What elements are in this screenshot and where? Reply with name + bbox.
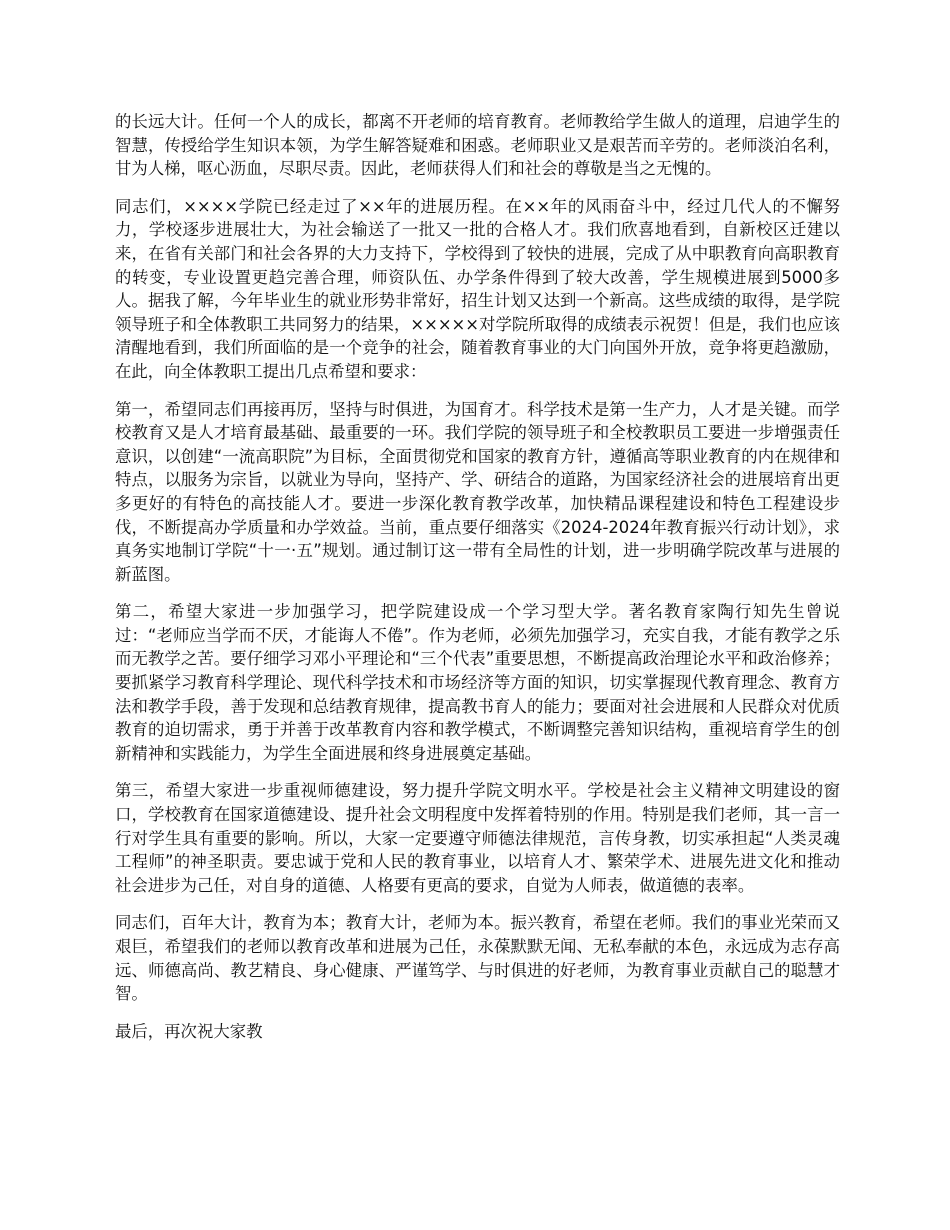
paragraph-conclusion: 同志们，百年大计，教育为本；教育大计，老师为本。振兴教育，希望在老师。我们的事业光荣而又艰巨，希望我们的老师以教育改革和进展为己任，永葆默默无闻、无私奉献的本色，永远成为志存高远、师德高尚、教艺精良、身心健康、严谨笃学、与时俱进的好老师，为教育事业贡献自己的聪慧才智。 xyxy=(115,913,840,1004)
document-page xyxy=(115,110,840,1057)
paragraph-first-hope: 第一，希望同志们再接再厉，坚持与时俱进，为国育才。科学技术是第一生产力，人才是关键。而学校教育又是人才培育最基础、最重要的一环。我们学院的领导班子和全校教职员工要进一步增强责任意识，以创建“一流高职院”为目标，全面贯彻党和国家的教育方针，遵循高等职业教育的内在规律和特点，以服务为宗旨，以就业为导向，坚持产、学、研结合的道路，为国家经济社会的进展培育出更多更好的有特色的高技能人才。要进一步深化教育教学改革，加快精品课程建设和特色工程建设步伐，不断提高办学质量和办学效益。当前，重点要仔细落实《2024-2024年教育振兴行动计划》，求真务实地制订学院“十一·五”规划。通过制订这一带有全局性的计划，进一步明确学院改革与进展的新蓝图。 xyxy=(115,399,840,584)
paragraph-history: 同志们，××××学院已经走过了××年的进展历程。在××年的风雨奋斗中，经过几代人的不懈努力，学校逐步进展壮大，为社会输送了一批又一批的合格人才。我们欣喜地看到，自新校区迁建以来，在省有关部门和社会各界的大力支持下，学校得到了较快的进展，完成了从中职教育向高职教育的转变，专业设置更趋完善合理，师资队伍、办学条件得到了较大改善，学生规模进展到5000多人。据我了解，今年毕业生的就业形势非常好，招生计划又达到一个新高。这些成绩的取得，是学院领导班子和全体教职工共同努力的结果，×××××对学院所取得的成绩表示祝贺！但是，我们也应该清醒地看到，我们所面临的是一个竞争的社会，随着教育事业的大门向国外开放，竞争将更趋激励，在此，向全体教职工提出几点希望和要求： xyxy=(115,196,840,381)
paragraph-second-hope: 第二，希望大家进一步加强学习，把学院建设成一个学习型大学。著名教育家陶行知先生曾说过：“老师应当学而不厌，才能诲人不倦”。作为老师，必须先加强学习，充实自我，才能有教学之乐而无教学之苦。要仔细学习邓小平理论和“三个代表”重要思想，不断提高政治理论水平和政治修养；要抓紧学习教育科学理论、现代科学技术和市场经济等方面的知识，切实掌握现代教育理念、教育方法和教学手段，善于发现和总结教育规律，提高教书育人的能力；要面对社会进展和人民群众对优质教育的迫切需求，勇于并善于改革教育内容和教学模式，不断调整完善知识结构，重视培育学生的创新精神和实践能力，为学生全面进展和终身进展奠定基础。 xyxy=(115,602,840,763)
paragraph-intro: 的长远大计。任何一个人的成长，都离不开老师的培育教育。老师教给学生做人的道理，启迪学生的智慧，传授给学生知识本领，为学生解答疑难和困惑。老师职业又是艰苦而辛劳的。老师淡泊名利，甘为人梯，呕心沥血，尽职尽责。因此，老师获得人们和社会的尊敬是当之无愧的。 xyxy=(115,112,840,179)
paragraph-closing: 最后，再次祝大家教 xyxy=(115,1021,263,1041)
paragraph-third-hope: 第三，希望大家进一步重视师德建设，努力提升学院文明水平。学校是社会主义精神文明建设的窗口，学校教育在国家道德建设、提升社会文明程度中发挥着特别的作用。特别是我们老师，其一言一行对学生具有重要的影响。所以，大家一定要遵守师德法律规范，言传身教，切实承担起“人类灵魂工程师”的神圣职责。要忠诚于党和人民的教育事业，以培育人才、繁荣学术、进展先进文化和推动社会进步为己任，对自身的道德、人格要有更高的要求，自觉为人师表，做道德的表率。 xyxy=(115,781,840,895)
